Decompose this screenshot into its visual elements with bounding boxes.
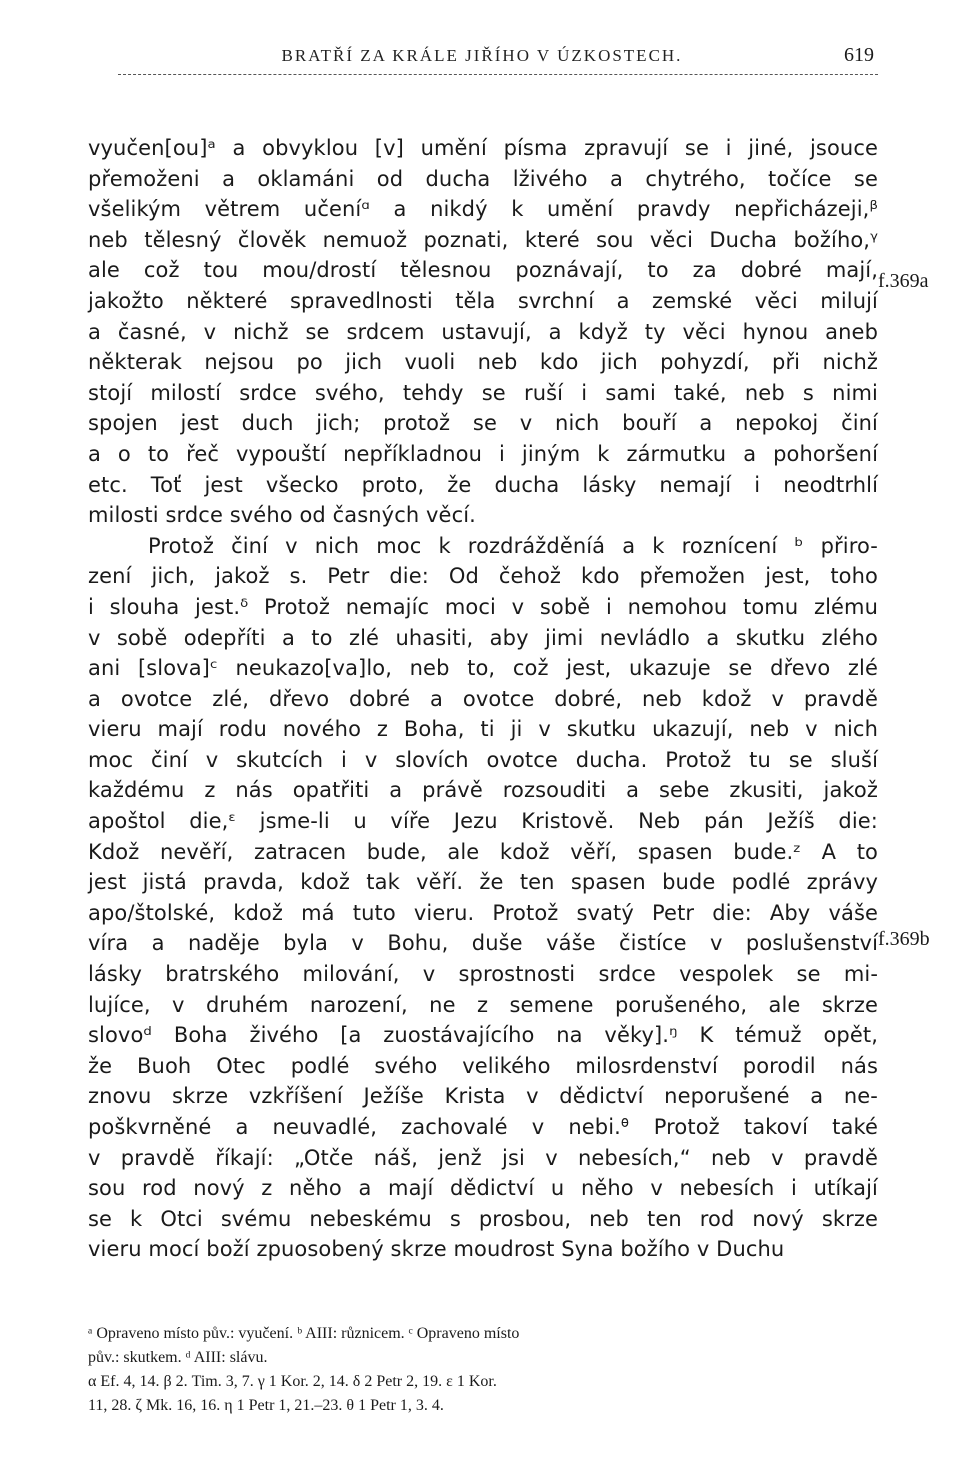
text-line: vieru mocí boží zpuosobený skrze moudrost Syna božího v Duchu: [88, 1237, 785, 1262]
text-line: etc. Toť jest všecko proto, že ducha lásky nemají i neodtrhlí: [88, 472, 878, 497]
text-line: spojen jest duch jich; protož se v nich bouří a nepokoj činí: [88, 411, 878, 436]
text-line: víra a naděje byla v Bohu, duše váše čistíce v poslušenství: [88, 931, 878, 956]
text-line: zení jich, jakož s. Petr die: Od čehož kdo přemožen jest, toho: [88, 564, 878, 589]
text-line: neb tělesný člověk nemuož poznati, které sou věci Ducha božího,ᵞ: [88, 227, 878, 252]
text-line: ani [slova]ᶜ neukazo[va]lo, neb to, což jest, ukazuje se dřevo zlé: [88, 656, 878, 681]
text-line: a časné, v nichž se srdcem ustavují, a když ty věci hynou aneb: [88, 319, 878, 344]
text-line: vyučen[ou]ᵃ a obvyklou [v] umění písma zpravují se i jiné, jsouce: [88, 136, 878, 160]
text-line: se k Otci svému nebeskému s prosbou, neb ten rod nový skrze: [88, 1206, 878, 1231]
footnote-line: 11, 28. ζ Mk. 16, 16. η 1 Petr 1, 21.–23. θ 1 Petr 1, 3. 4.: [88, 1397, 444, 1414]
footnote-line: pův.: skutkem. ᵈ AIII: slávu.: [88, 1349, 268, 1366]
text-line: jest jistá pravda, kdož tak věří. že ten spasen bude podlé zprávy: [88, 870, 878, 895]
text-line: slovoᵈ Boha živého [a zuostávajícího na věky].ᵑ K témuž opět,: [88, 1023, 878, 1048]
footnotes: [88, 1322, 878, 1418]
text-line: každému z nás opatřiti a právě rozsouditi a sebe zkusiti, jakož: [88, 778, 878, 803]
text-line: a o to řeč vypouští nepříkladnou i jiným k zármutku a pohoršení: [88, 441, 878, 466]
text-line: Kdož nevěří, zatracen bude, ale kdož věří, spasen bude.ᶻ A to: [88, 839, 878, 864]
text-line: znovu skrze vzkříšení Ježíše Krista v dědictví neporušené a ne-: [88, 1084, 878, 1109]
footnote-line: ᵃ Opraveno místo pův.: vyučení. ᵇ AIII: různicem. ᶜ Opraveno místo: [88, 1325, 520, 1342]
text-line: apoštol die,ᵋ jsme-li u víře Jezu Kristově. Neb pán Ježíš die:: [88, 809, 878, 834]
text-line: stojí milostí srdce svého, tehdy se ruší i sami také, neb s nimi: [88, 380, 878, 405]
margin-note-folio: f.369a: [878, 270, 929, 292]
text-line: ale což tou mou/drostí tělesnou poznávají, to za dobré mají,: [88, 258, 878, 283]
text-line: moc činí v skutcích i v slovích ovotce ducha. Protož tu se sluší: [88, 747, 878, 772]
text-line: i slouha jest.ᵟ Protož nemajíc moci v sobě i nemohou tomu zlému: [88, 594, 878, 619]
page-header: [88, 46, 876, 74]
text-line: přemoženi a oklamáni od ducha lživého a chytrého, točíce se: [88, 166, 878, 191]
text-line: lujíce, v druhém narození, ne z semene porušeného, ale skrze: [88, 992, 878, 1017]
text-line: některak nejsou po jich vuoli neb kdo jich pohyzdí, při nichž: [88, 350, 878, 375]
text-line: milosti srdce svého od časných věcí.: [88, 503, 476, 528]
running-title: BRATŘÍ ZA KRÁLE JIŘÍHO V ÚZKOSTECH.: [281, 46, 683, 65]
text-line: vieru mají rodu nového z Boha, ti ji v skutku ukazují, neb v nich: [88, 717, 878, 742]
page-number: 619: [844, 44, 874, 66]
body-text: [88, 133, 878, 1265]
text-line: a ovotce zlé, dřevo dobré a ovotce dobré, neb kdož v pravdě: [88, 686, 878, 711]
text-line: poškvrněné a neuvadlé, zachovalé v nebi.ᶿ Protož takoví také: [88, 1115, 878, 1139]
text-line: lásky bratrského milování, v sprostnosti srdce vespolek se mi-: [88, 962, 878, 987]
text-line: že Buoh Otec podlé svého velikého milosrdenství porodil nás: [88, 1053, 878, 1078]
margin-note-folio: f.369b: [878, 928, 930, 950]
text-line: apo/štolské, kdož má tuto vieru. Protož svatý Petr die: Aby váše: [88, 900, 878, 925]
text-line: všelikým větrem učeníᵅ a nikdý k umění pravdy nepřicházeji,ᵝ: [88, 197, 878, 222]
text-line: v pravdě říkají: „Otče náš, jenž jsi v nebesích,“ neb v pravdě: [88, 1145, 878, 1170]
text-line: Protož činí v nich moc k rozdrážděníá a k roznícení ᵇ přiro-: [148, 533, 878, 558]
text-line: v sobě odepříti a to zlé uhasiti, aby jimi nevládlo a skutku zlého: [88, 625, 878, 650]
header-rule: [118, 74, 878, 75]
text-line: sou rod nový z něho a mají dědictví u něho v nebesích i utíkají: [88, 1176, 878, 1201]
footnote-line: α Ef. 4, 14. β 2. Tim. 3, 7. γ 1 Kor. 2, 14. δ 2 Petr 2, 19. ε 1 Kor.: [88, 1373, 497, 1390]
text-line: jakožto některé spravedlnosti těla svrchní a zemské věci milují: [88, 288, 878, 313]
